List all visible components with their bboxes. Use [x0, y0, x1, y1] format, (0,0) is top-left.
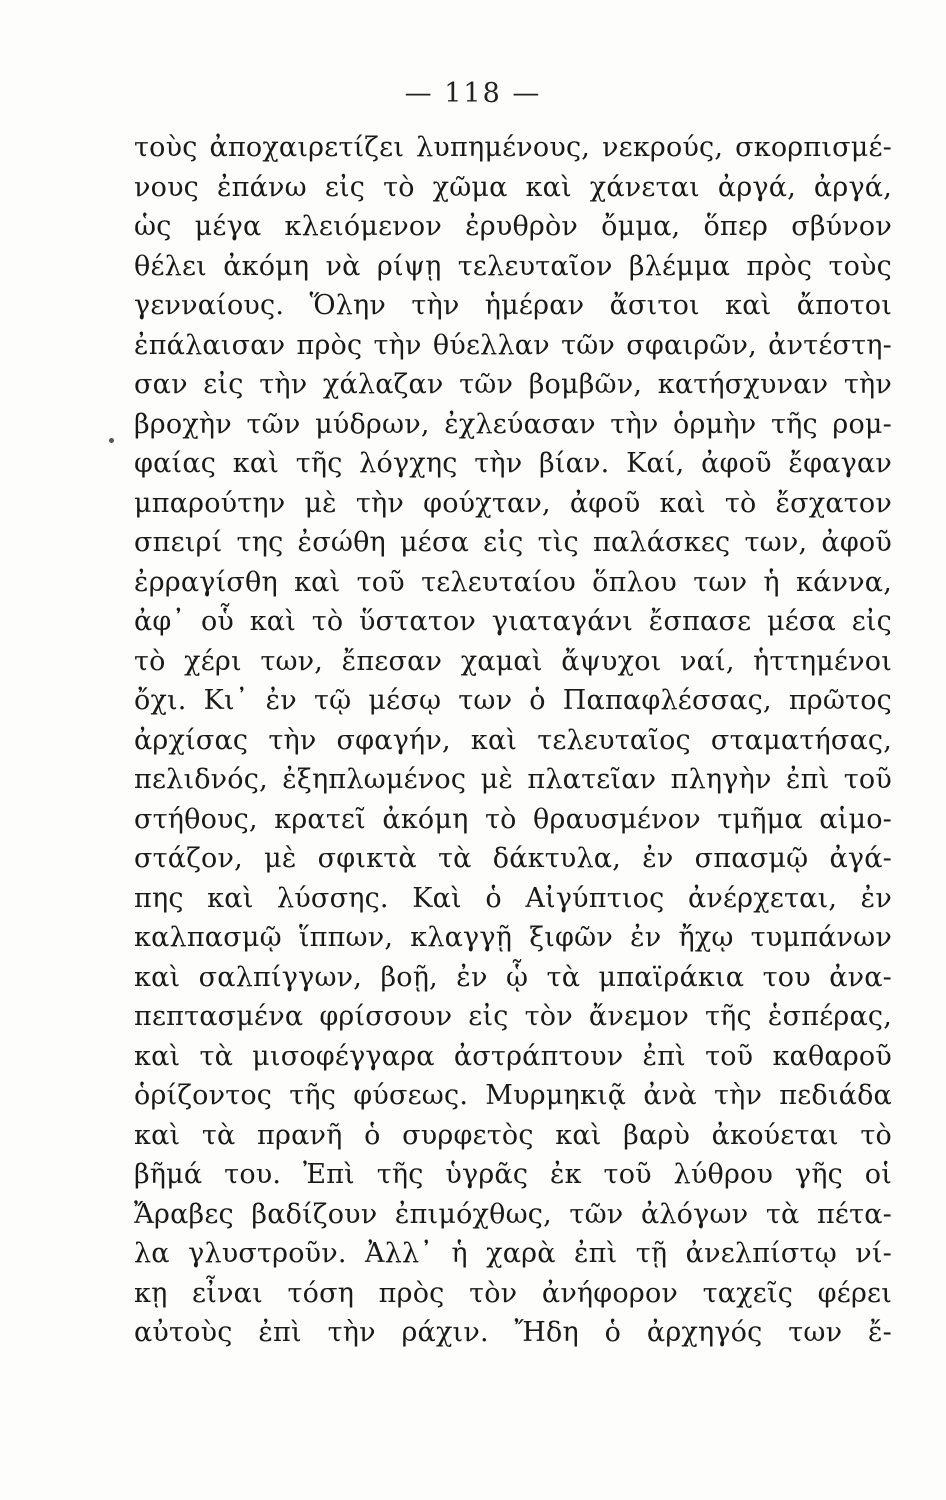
- text-line: νους ἐπάνω εἰς τὸ χῶμα καὶ χάνεται ἀργά, ἀργά,: [134, 171, 892, 203]
- text-line: καλπασμῷ ἵππων, κλαγγῇ ξιφῶν ἐν ἤχῳ τυμπάνων: [134, 922, 892, 953]
- text-line: σπειρί της ἐσώθη μέσα εἰς τὶς παλάσκες των, ἀφοῦ: [134, 527, 892, 558]
- text-line: πης καὶ λύσσης. Καὶ ὁ Αἰγύπτιος ἀνέρχεται, ἐν: [134, 882, 892, 914]
- text-line: ἐρραγίσθη καὶ τοῦ τελευταίου ὅπλου των ἡ κάννα,: [134, 566, 892, 598]
- text-line: στήθους, κρατεῖ ἀκόμη τὸ θραυσμένον τμῆμα αἱμο-: [134, 803, 892, 835]
- text-line: γενναίους. Ὅλην τὴν ἡμέραν ἄσιτοι καὶ ἄποτοι: [134, 290, 892, 321]
- text-line: ὄχι. Κι᾽ ἐν τῷ μέσῳ των ὁ Παπαφλέσσας, πρῶτος: [134, 685, 892, 716]
- text-line: κῃ εἶναι τόση πρὸς τὸν ἀνήφορον ταχεῖς φέρει: [134, 1277, 892, 1309]
- text-line: ἀφ᾽ οὗ καὶ τὸ ὕστατον γιαταγάνι ἔσπασε μέσα εἰς: [134, 606, 892, 637]
- text-line: καὶ σαλπίγγων, βοῇ, ἐν ᾧ τὰ μπαϊράκια του ἀνα-: [134, 961, 892, 993]
- text-line: λα γλυστροῦν. Ἀλλ᾽ ἡ χαρὰ ἐπὶ τῇ ἀνελπίστῳ νί-: [134, 1238, 892, 1269]
- text-line: πελιδνός, ἐξηπλωμένος μὲ πλατεῖαν πληγὴν ἐπὶ τοῦ: [134, 764, 892, 795]
- text-line: ὁρίζοντος τῆς φύσεως. Μυρμηκιᾷ ἀνὰ τὴν πεδιάδα: [134, 1080, 892, 1111]
- text-line: τοὺς ἀποχαιρετίζει λυπημένους, νεκρούς, σκορπισμέ-: [134, 132, 892, 163]
- text-line: πεπτασμένα φρίσσουν εἰς τὸν ἄνεμον τῆς ἑσπέρας,: [134, 1001, 892, 1032]
- text-line: μπαρούτην μὲ τὴν φούχταν, ἀφοῦ καὶ τὸ ἔσχατον: [134, 487, 892, 519]
- text-line: φαίας καὶ τῆς λόγχης τὴν βίαν. Καί, ἀφοῦ ἔφαγαν: [134, 448, 892, 479]
- body-text: [134, 128, 892, 1353]
- text-line: Ἄραβες βαδίζουν ἐπιμόχθως, τῶν ἀλόγων τὰ πέτα-: [134, 1198, 892, 1230]
- text-line: βροχὴν τῶν μύδρων, ἐχλεύασαν τὴν ὁρμὴν τῆς ρομ-: [134, 408, 892, 440]
- text-line: τὸ χέρι των, ἔπεσαν χαμαὶ ἄψυχοι ναί, ἡττημένοι: [134, 645, 892, 677]
- margin-mark: [109, 438, 114, 443]
- text-line: ἀρχίσας τὴν σφαγήν, καὶ τελευταῖος σταματήσας,: [134, 724, 892, 756]
- text-line: στάζον, μὲ σφικτὰ τὰ δάκτυλα, ἐν σπασμῷ ἀγά-: [134, 843, 892, 874]
- text-line: σαν εἰς τὴν χάλαζαν τῶν βομβῶν, κατήσχυναν τὴν: [134, 369, 892, 400]
- text-line: ὡς μέγα κλειόμενον ἐρυθρὸν ὄμμα, ὅπερ σβύνον: [134, 211, 892, 242]
- text-line: καὶ τὰ πρανῆ ὁ συρφετὸς καὶ βαρὺ ἀκούεται τὸ: [134, 1119, 892, 1151]
- page-number: — 118 —: [404, 78, 542, 109]
- text-line: βῆμά του. Ἐπὶ τῆς ὑγρᾶς ἐκ τοῦ λύθρου γῆς οἱ: [134, 1159, 892, 1190]
- text-line: ἐπάλαισαν πρὸς τὴν θύελλαν τῶν σφαιρῶν, ἀντέστη-: [134, 329, 892, 361]
- text-line: καὶ τὰ μισοφέγγαρα ἀστράπτουν ἐπὶ τοῦ καθαροῦ: [134, 1040, 892, 1072]
- text-line: αὐτοὺς ἐπὶ τὴν ράχιν. Ἤδη ὁ ἀρχηγός των ἔ-: [134, 1317, 892, 1348]
- text-line: θέλει ἀκόμη νὰ ρίψῃ τελευταῖον βλέμμα πρὸς τοὺς: [134, 250, 892, 282]
